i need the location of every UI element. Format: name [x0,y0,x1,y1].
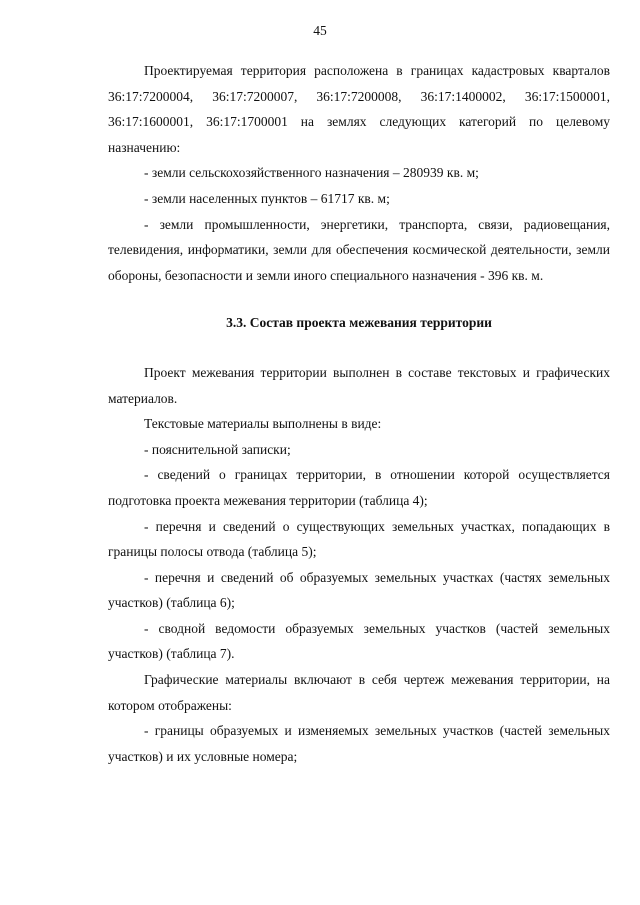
paragraph-project-composition: Проект межевания территории выполнен в составе текстовых и графических материалов. [108,364,610,406]
list-item-settlement-land: - земли населенных пунктов – 61717 кв. м; [144,190,390,206]
list-item-explanatory-note: - пояснительной записки; [144,441,291,457]
list-item-summary-sheet: - сводной ведомости образуемых земельных участков (частей земельных участков) (таблица 7). [108,620,610,662]
paragraph-location: Проектируемая территория расположена в границах кадастровых кварталов 36:17:7200004, 36:17:7200007, 36:17:7200008, 36:17:1400002, 36:17:1500001, 36:17:1600001, 36:17:1700001 на землях следующих категорий по целевому назначению: [108,63,610,155]
paragraph-text-materials: Текстовые материалы выполнены в виде: [144,416,382,432]
page-number: 45 [313,23,327,38]
list-item-territory-boundaries: - сведений о границах территории, в отношении которой осуществляется подготовка проекта межевания территории (таблица 4); [108,467,610,508]
paragraph-graphic-materials: Графические материалы включают в себя чертеж межевания территории, на котором отображены: [108,672,610,713]
page-body [108,58,610,769]
list-item-existing-plots: - перечня и сведений о существующих земельных участках, попадающих в границы полосы отвода (таблица 5); [108,518,610,560]
list-item-industrial-land: - земли промышленности, энергетики, транспорта, связи, радиовещания, телевидения, информатики, земли для обеспечения космической деятельности, земли обороны, безопасности и земли иного специального назначения - 396 кв. м. [108,216,610,283]
list-item-plot-boundaries: - границы образуемых и изменяемых земельных участков (частей земельных участков) и их условные номера; [108,723,610,764]
list-item-agricultural-land: - земли сельскохозяйственного назначения – 280939 кв. м; [144,165,479,181]
list-item-formed-plots: - перечня и сведений об образуемых земельных участках (частях земельных участков) (таблица 6); [108,569,610,611]
section-heading: 3.3. Состав проекта межевания территории [226,315,492,331]
